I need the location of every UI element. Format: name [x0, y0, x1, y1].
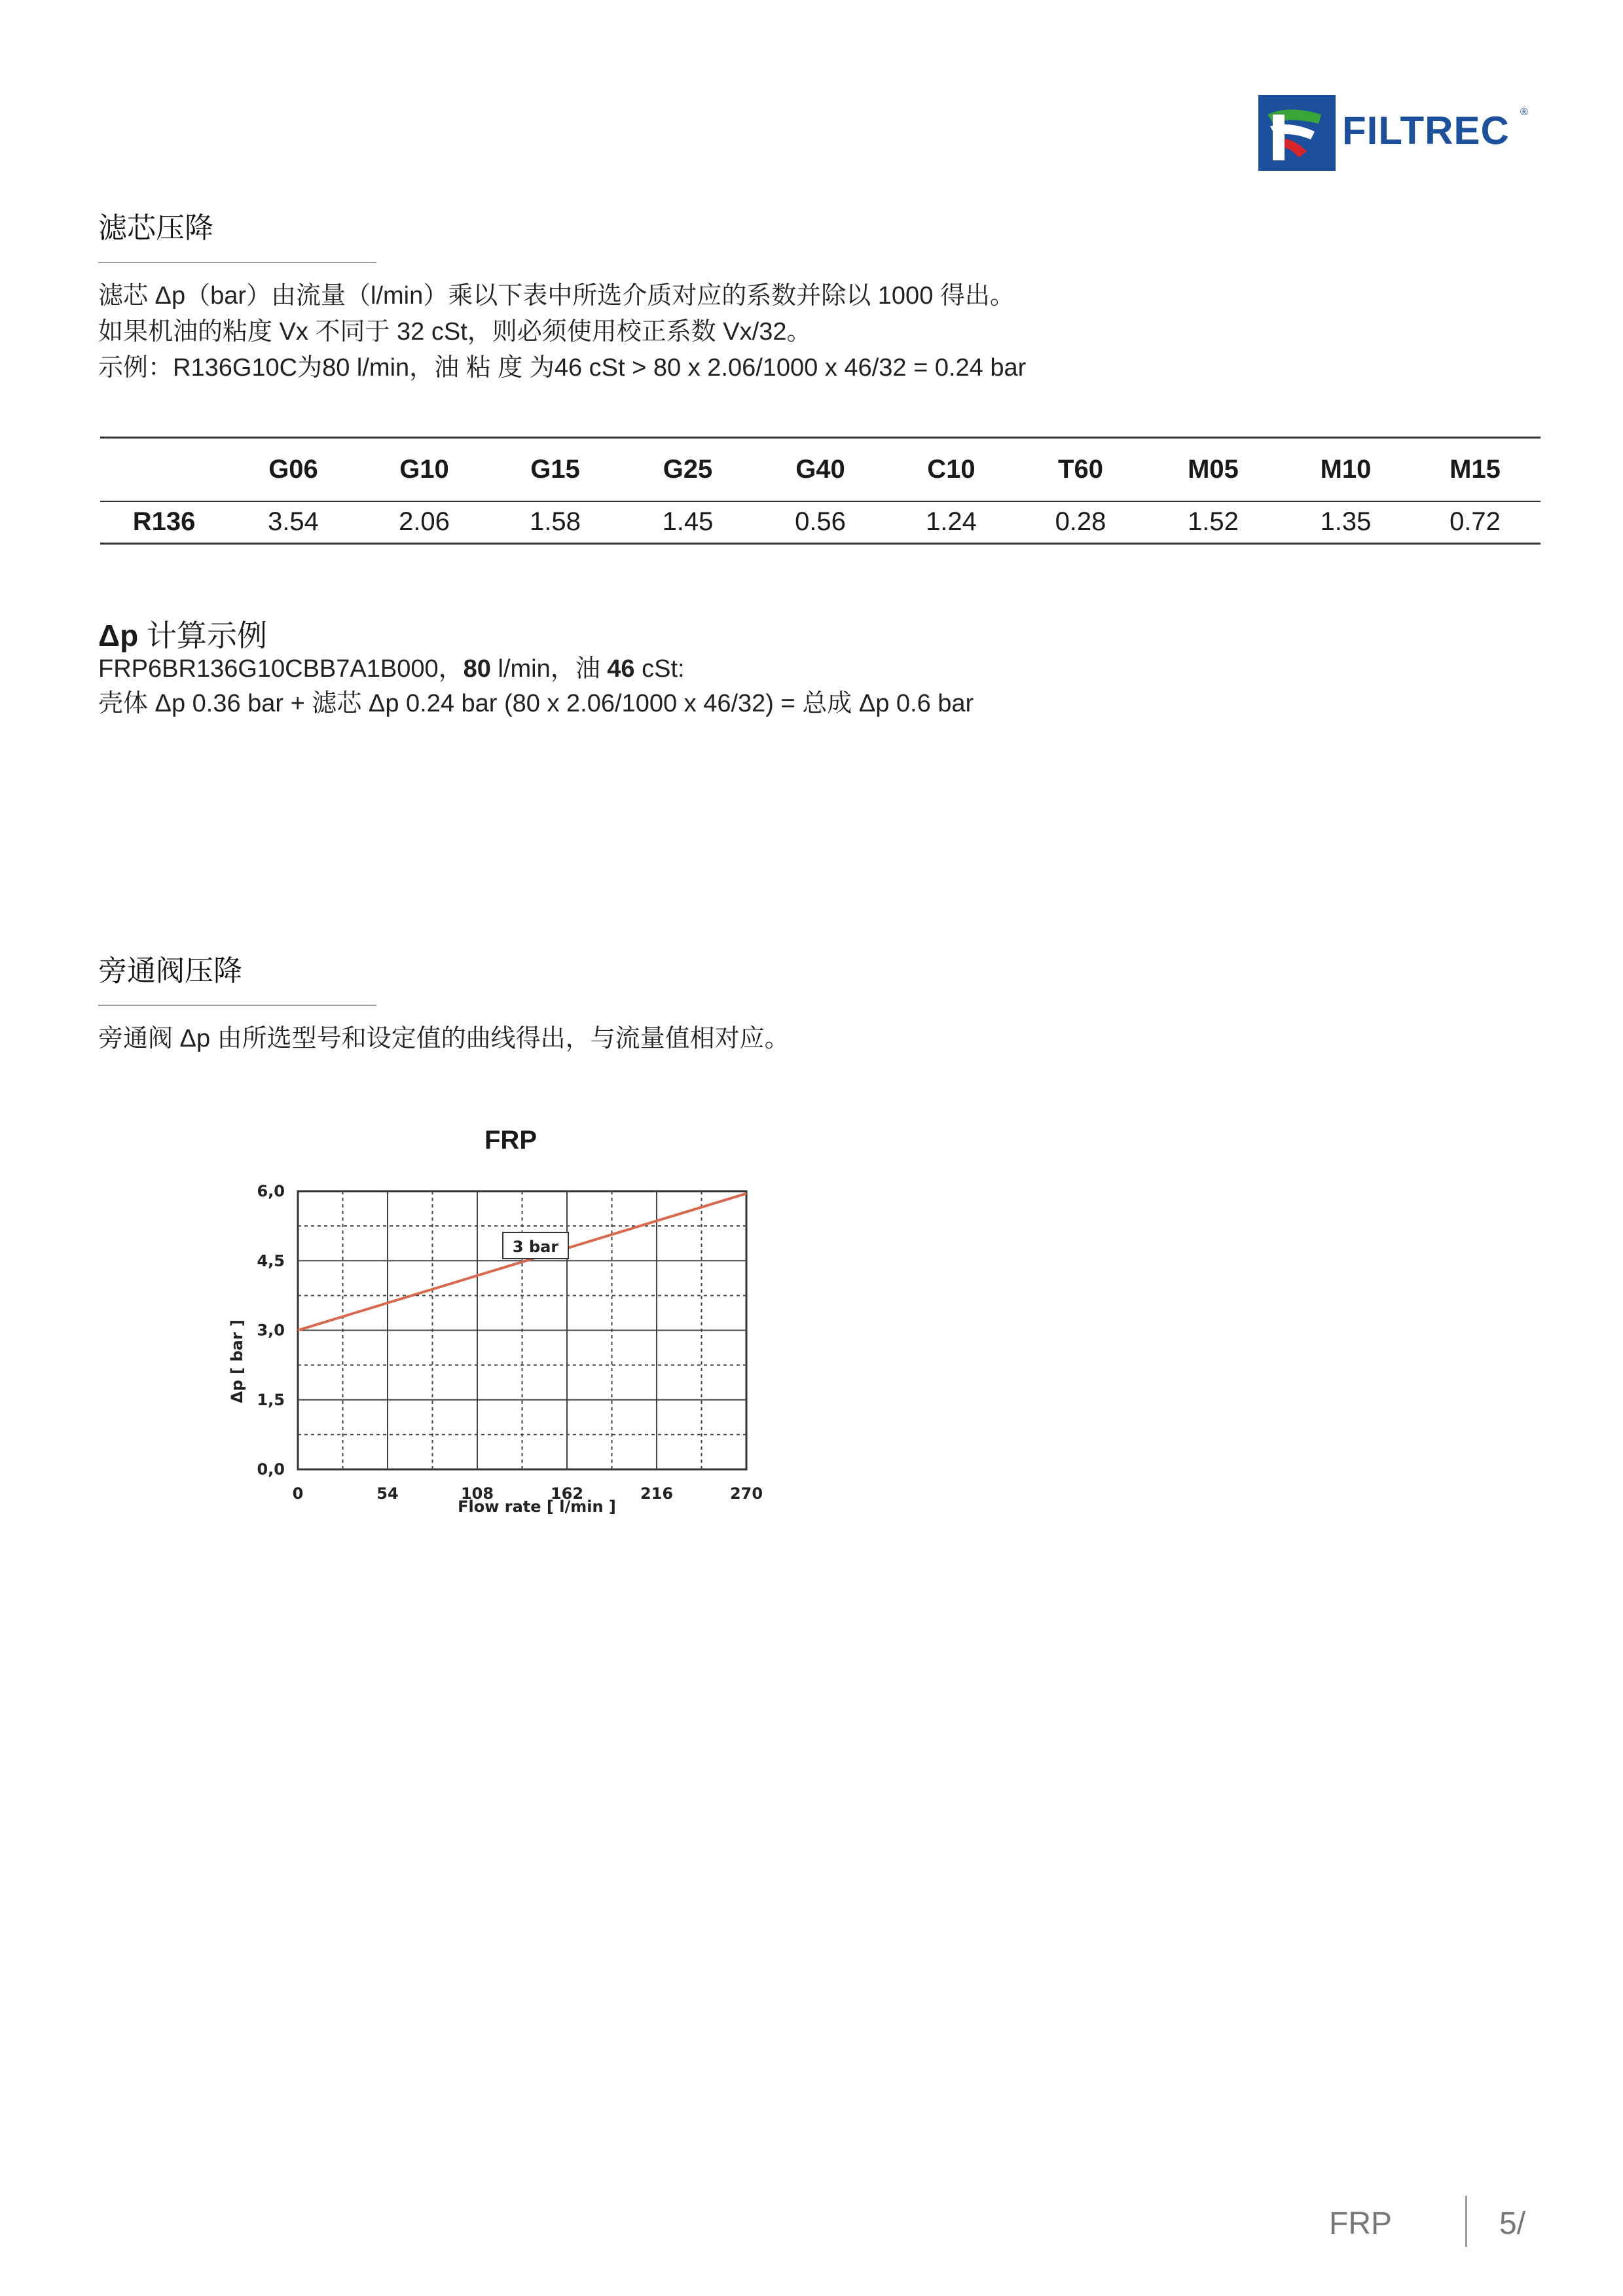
example-model-code: FRP6BR136G10CBB7A1B000，: [98, 655, 464, 683]
table-header-cell: G40: [755, 438, 886, 501]
x-tick-label: 54: [376, 1484, 399, 1503]
footer-divider: [1465, 2196, 1467, 2247]
table-cell: 0.56: [755, 501, 886, 544]
table-header-cell: G25: [621, 438, 755, 501]
section-divider: [98, 1005, 376, 1006]
example-flow-value: 80: [463, 655, 491, 683]
section-divider: [98, 262, 376, 263]
table-cell: 1.45: [621, 501, 755, 544]
table-header-cell: C10: [886, 438, 1017, 501]
table-header-cell: G06: [228, 438, 359, 501]
x-tick-label: 162: [550, 1484, 584, 1503]
table-cell: 1.24: [886, 501, 1017, 544]
example-title-bold: Δp: [98, 619, 139, 653]
element-dp-line-2: 如果机油的粘度 Vx 不同于 32 cSt，则必须使用校正系数 Vx/32。: [98, 318, 812, 346]
table-header-cell: G10: [359, 438, 490, 501]
table-header-cell: M10: [1282, 438, 1410, 501]
coefficient-table: [100, 437, 1541, 545]
element-dp-line-3: 示例：R136G10C为80 l/min，油 粘 度 为46 cSt > 80 x 2.06/1000 x 46/32 = 0.24 bar: [98, 354, 1027, 382]
table-header-row: [100, 438, 1541, 501]
table-cell: 2.06: [359, 501, 490, 544]
table-header-cell: G15: [490, 438, 621, 501]
brand-name: FILTREC: [1342, 109, 1510, 152]
y-tick-label: 0,0: [257, 1460, 285, 1479]
table-header-cell: [100, 438, 228, 501]
table-header-cell: M15: [1410, 438, 1541, 501]
bypass-dp-title: 旁通阀压降: [98, 954, 242, 988]
example-viscosity-unit: cSt:: [634, 655, 685, 683]
table-cell: 1.35: [1282, 501, 1410, 544]
filtrec-logo-icon: [1258, 95, 1336, 171]
table-cell: 3.54: [228, 501, 359, 544]
x-tick-label: 0: [292, 1484, 304, 1503]
series-label: 3 bar: [512, 1238, 559, 1256]
example-line-1: [98, 651, 685, 687]
table-cell: 0.28: [1017, 501, 1144, 544]
bypass-dp-line: 旁通阀 Δp 由所选型号和设定值的曲线得出，与流量值相对应。: [98, 1025, 790, 1052]
table-header-cell: T60: [1017, 438, 1144, 501]
footer-document-name: FRP: [1329, 2206, 1392, 2241]
example-flow-unit: l/min，油: [490, 655, 608, 683]
element-dp-title: 滤芯压降: [98, 211, 213, 245]
brand-logo: [1258, 95, 1533, 173]
y-tick-label: 1,5: [257, 1390, 285, 1409]
x-tick-label: 108: [460, 1484, 494, 1503]
example-viscosity-value: 46: [607, 655, 635, 683]
element-dp-line-1: 滤芯 Δp（bar）由流量（l/min）乘以下表中所选介质对应的系数并除以 1000 得出。: [98, 282, 1015, 310]
y-axis-label: Δp [ bar ]: [228, 1319, 246, 1403]
x-tick-label: 270: [729, 1484, 763, 1503]
footer-page-number: 5/: [1499, 2206, 1526, 2241]
table-row-label: R136: [100, 501, 228, 544]
example-title-rest: 计算示例: [138, 619, 267, 653]
x-axis-label: Flow rate [ l/min ]: [458, 1498, 616, 1516]
x-tick-label: 216: [640, 1484, 674, 1503]
y-tick-label: 3,0: [257, 1321, 285, 1340]
table-cell: 1.58: [490, 501, 621, 544]
table-row: [100, 501, 1541, 544]
chart-title: FRP: [484, 1126, 537, 1155]
example-line-2: 壳体 Δp 0.36 bar + 滤芯 Δp 0.24 bar (80 x 2.06/1000 x 46/32) = 总成 Δp 0.6 bar: [98, 690, 974, 717]
registered-mark: ®: [1520, 107, 1528, 118]
table-header-cell: M05: [1144, 438, 1282, 501]
table-cell: 0.72: [1410, 501, 1541, 544]
example-title: [98, 612, 267, 655]
bypass-dp-chart: [223, 1172, 812, 1538]
y-tick-label: 4,5: [257, 1251, 285, 1270]
y-tick-label: 6,0: [257, 1182, 285, 1200]
table-cell: 1.52: [1144, 501, 1282, 544]
